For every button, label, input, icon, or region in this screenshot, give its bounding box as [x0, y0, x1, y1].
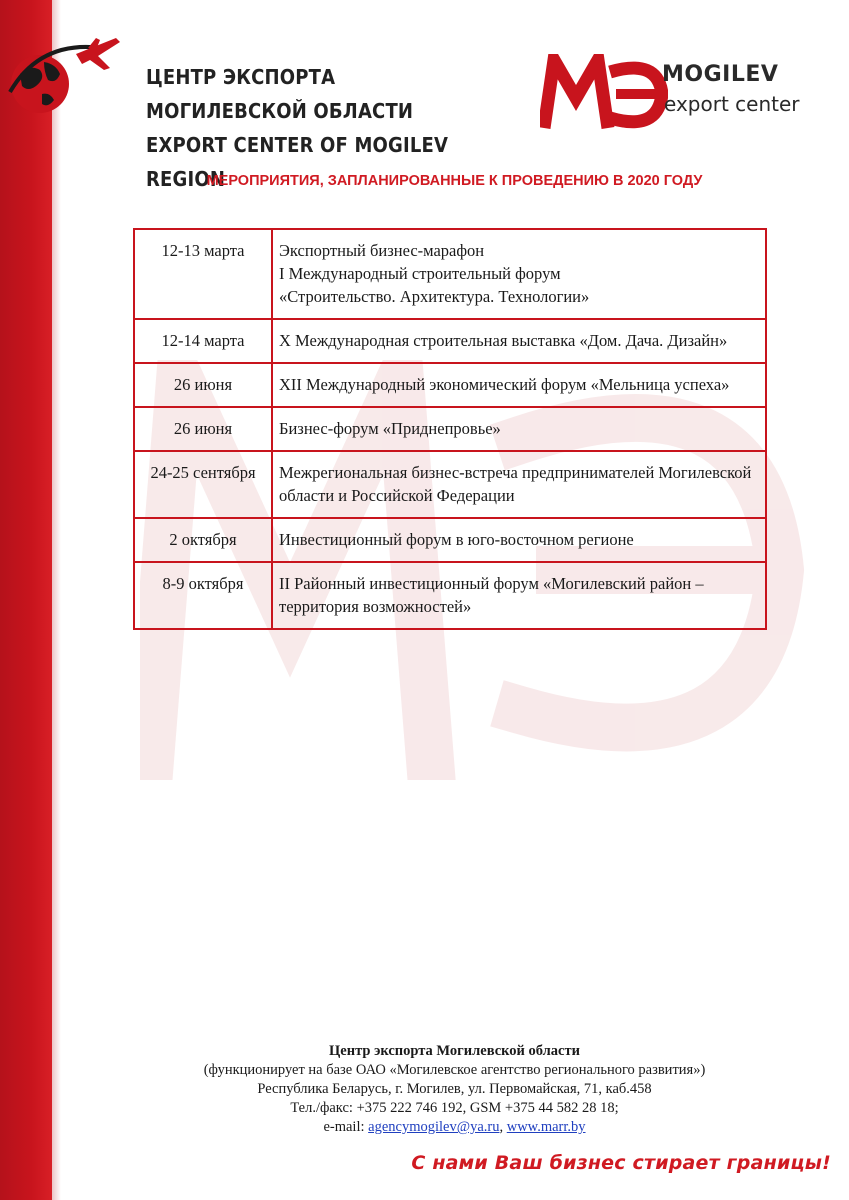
event-line: «Строительство. Архитектура. Технологии»: [279, 287, 590, 306]
footer-line-address: Республика Беларусь, г. Могилев, ул. Первомайская, 71, каб.458: [257, 1081, 652, 1097]
event-row: [134, 451, 766, 518]
event-date: 2 октября: [134, 518, 272, 562]
event-description: [272, 407, 766, 451]
org-name-ru: ЦЕНТР ЭКСПОРТА МОГИЛЕВСКОЙ ОБЛАСТИ: [146, 65, 414, 123]
org-name-en: EXPORT CENTER OF MOGILEV REGION: [146, 133, 449, 191]
events-table: [133, 228, 767, 630]
side-band: [0, 0, 52, 1200]
brand-name: MOGILEV: [662, 62, 779, 87]
event-line: Экспортный бизнес-марафон: [279, 241, 485, 260]
event-description: [272, 363, 766, 407]
event-date: 8-9 октября: [134, 562, 272, 629]
event-row: [134, 407, 766, 451]
event-row: [134, 363, 766, 407]
footer-line-phone: Тел./факс: +375 222 746 192, GSM +375 44 582 28 18;: [290, 1100, 619, 1116]
event-date: 24-25 сентября: [134, 451, 272, 518]
event-date: 26 июня: [134, 363, 272, 407]
event-row: [134, 319, 766, 363]
event-description: [272, 451, 766, 518]
brand-logo: [540, 54, 830, 134]
event-line: Бизнес-форум «Приднепровье»: [279, 419, 501, 438]
me-monogram-icon: [540, 54, 668, 134]
brand-subtitle: export center: [664, 92, 800, 116]
footer-line-base: (функционирует на базе ОАО «Могилевское агентство регионального развития»): [203, 1062, 706, 1078]
event-date: 12-14 марта: [134, 319, 272, 363]
event-row: [134, 562, 766, 629]
email-link[interactable]: agencymogilev@ya.ru: [368, 1119, 500, 1135]
event-line: Межрегиональная бизнес-встреча предпринимателей Могилевской области и Российской Федерации: [279, 463, 752, 505]
globe-plane-icon: [6, 34, 124, 116]
event-description: [272, 562, 766, 629]
event-line: XII Международный экономический форум «Мельница успеха»: [279, 375, 730, 394]
event-line: II Районный инвестиционный форум «Могилевский район – территория возможностей»: [279, 574, 704, 616]
event-row: [134, 518, 766, 562]
email-label: e-mail:: [323, 1119, 369, 1135]
event-date: 12-13 марта: [134, 229, 272, 319]
event-description: [272, 319, 766, 363]
event-line: I Международный строительный форум: [279, 264, 561, 283]
event-line: X Международная строительная выставка «Дом. Дача. Дизайн»: [279, 331, 728, 350]
event-description: [272, 229, 766, 319]
footer-org-name: Центр экспорта Могилевской области: [329, 1043, 580, 1059]
document-heading: МЕРОПРИЯТИЯ, ЗАПЛАНИРОВАННЫЕ К ПРОВЕДЕНИЮ В 2020 ГОДУ: [206, 173, 703, 189]
event-description: [272, 518, 766, 562]
website-link[interactable]: www.marr.by: [506, 1119, 586, 1135]
event-line: Инвестиционный форум в юго-восточном регионе: [279, 530, 634, 549]
event-date: 26 июня: [134, 407, 272, 451]
link-separator: ,: [499, 1119, 507, 1135]
footer-contacts: [60, 1042, 849, 1137]
footer-line-links: [60, 1118, 849, 1137]
slogan: С нами Ваш бизнес стирает границы!: [411, 1152, 831, 1174]
event-row: [134, 229, 766, 319]
events-table-body: [134, 229, 766, 629]
